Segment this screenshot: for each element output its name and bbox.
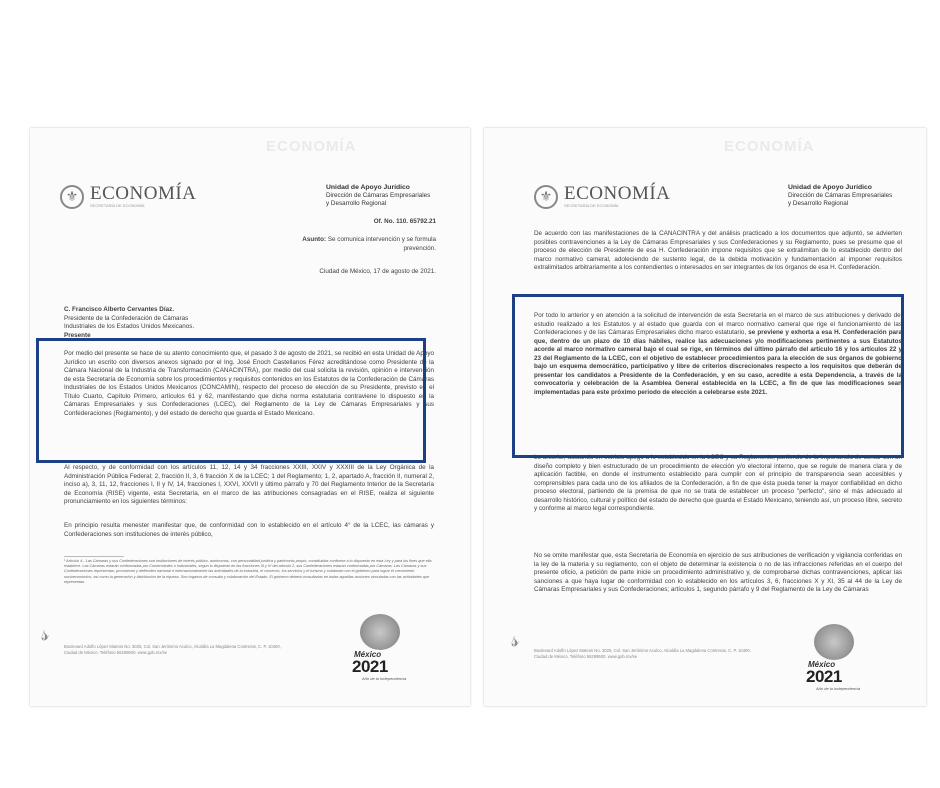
paragraph-1: Por medio del presente se hace de su atento conocimiento que, el pasado 3 de agosto de 2021, se recibió en esta Unidad de Apoyo Jurídico un escrito con diversos anexos signado por el Ing. José Enoch Castellanos Férez acreditándose como Presidente de la Cámara Nacional de la Industria de Transformación (CANACINTRA), por medio del cual solicita la revisión, opinión e intervención de esta Secretaría de Economía sobre los procedimientos y requisitos contenidos en los Estatutos de la Confederación de Cámaras Industriales de los Estados Unidos Mexicanos (CONCAMIN), respecto del proceso de elección de su Presidente, previsto en el Título Cuarto, Capítulo Primero, artículos 61 y 62, manifestando que dicha norma estatutaria contraviene lo dispuesto en la Cámaras Empresariales y sus Confederaciones (LCEC), del Reglamento de la Ley de Cámaras Empresariales y sus Confederaciones (Reglamento), y del estado de derecho que guarda el Estado Mexicano. bbox=[64, 350, 434, 417]
asunto bbox=[286, 236, 436, 253]
unit-sub2: y Desarrollo Regional bbox=[788, 200, 849, 207]
recipient-line1: Presidente de la Confederación de Cámaras bbox=[64, 314, 189, 322]
footnote-rule bbox=[64, 556, 124, 557]
footer-address: Boulevard Adolfo López Mateos No. 3025, Col. San Jerónimo Aculco, Alcaldía La Magdalena Contreras, C. P. 10400, Ciudad de México. Teléfono 56299500. www.gob.mx/se bbox=[64, 644, 281, 655]
asunto-label: Asunto: bbox=[302, 236, 327, 243]
paragraph-3: En principio resulta menester manifestar que, de conformidad con lo establecido en el artículo 4° de la LCEC, las cámaras y Confederaciones son instituciones de interés público, bbox=[64, 522, 434, 538]
logo-subtext: SECRETARÍA DE ECONOMÍA bbox=[564, 203, 619, 208]
year-label: 2021 bbox=[806, 667, 842, 686]
paragraph-4: No se omite manifestar que, esta Secretaría de Economía en ejercicio de sus atribuciones de verificación y vigilancia conferidas en la ley de la materia y su reglamento, con el objeto de determinar la existencia o no de las infracciones referidas en el cuerpo del presente oficio, a petición de parte inicie un procedimiento administrativo y, de comprobarse dichas contravenciones, aplicar las sanciones a que haya lugar de conformidad con lo establecido en los artículos 3, 6, fracciones X y XI, 35 al 44 de la Ley de Cámaras Empresariales y sus Confederaciones; artículos 1, segundo párrafo y 9 del Reglamento de la Ley de Cámaras bbox=[534, 552, 902, 593]
paragraph-3: Lo anterior, actuando en estricto apego a lo establecido en la LCEC y su Reglamento, partiendo de la importancia de contar con un diseño completo y bien estructurado de un procedimiento de elección y/o electoral interno, que se regule de manera clara y de aplicación factible, en donde el instrumento establecido para cumplir con el principio de transparencia sean accesibles y comprensibles para cada uno de los afiliados de la Confederación, a fin de que ésta pueda tener la mayor confiabilidad en dicho proceso electoral, partiendo de la premisa de que no se trata de establecer un proceso "perfecto", sino el más adecuado al desarrollo histórico, cultural y político del estado de derecho que guarda el Estado Mexicano, teniendo así, un proceso libre, secreto y conforme al marco legal correspondiente. bbox=[534, 454, 902, 512]
logo-text: ECONOMÍA bbox=[564, 183, 671, 204]
unit-title: Unidad de Apoyo Jurídico bbox=[788, 184, 872, 191]
recipient-name: C. Francisco Alberto Cervantes Díaz. bbox=[64, 306, 174, 313]
mexico-label: México bbox=[808, 660, 836, 669]
footer-address: Boulevard Adolfo López Mateos No. 3025, Col. San Jerónimo Aculco, Alcaldía La Magdalena Contreras, C. P. 10400, Ciudad de México. Teléfono 56299500. www.gob.mx/se bbox=[534, 648, 751, 659]
asunto-text: Se comunica intervención y se formula prevención. bbox=[327, 236, 436, 252]
coat-of-arms-icon: ⚜ bbox=[534, 185, 558, 209]
signature-icon: 𝓈 bbox=[36, 619, 52, 646]
recipient-block bbox=[64, 306, 364, 340]
paragraph-2: Al respecto, y de conformidad con los artículos 11, 12, 14 y 34 fracciones XXIII, XXIV y XXXIII de la Ley Orgánica de la Administración Pública Federal; 2, fracción II, 3, 6 fracción X de la LCEC; 1 del Reglamento; 1, 2, apartado A, fracción II, numeral 2, inciso a), 3, 11, 12, fracciones I, II y IV, 14, fracciones I, XXVI, XXVII y último párrafo y 70 del Reglamento Interior de la Secretaría de Economía (RISE) vigente, esta Secretaría, en el marco de las atribuciones consagradas en el RISE, realiza el siguiente pronunciamiento en los siguientes términos: bbox=[64, 464, 434, 505]
footnote: ¹ Artículo 4.- Las Cámaras y sus Confederaciones son instituciones de interés público, autónomas, con personalidad jurídica y patrimonio propio, constituidas conforme a lo dispuesto en esta Ley y para los fines que ella establece. Las Cámaras estarán conformadas por Comerciantes o Industriales, según lo dispuesto en las fracciones III y IV del artículo 2, sus Confederaciones estarán conformadas por Cámaras. Las Cámaras y sus Confederaciones representan, promueven y defienden nacional e internacionalmente las actividades de la industria, el comercio, los servicios y el turismo y colaboran con el gobierno para lograr el crecimiento socioeconómico, así como la generación y distribución de la riqueza. Son órganos de consulta y colaboración del Estado. El gobierno deberá consultarlas en todas aquellas acciones vinculadas con las actividades que representan. bbox=[64, 559, 432, 584]
watermark: ECONOMÍA bbox=[266, 138, 357, 155]
mexico-2021-emblem bbox=[352, 614, 410, 684]
mexico-2021-emblem bbox=[806, 624, 864, 694]
paragraph-2-bold: se previene y exhorta a esa H. Confederación para que, dentro de un plazo de 10 días hábiles, realice las adecuaciones y/o modificaciones pertinentes a sus Estatutos acorde al marco normativo cameral bajo el cual se rige, en términos del último párrafo del artículo 16 y los artículos 22 y 23 del Reglamento de la LCEC, con el objetivo de establecer procedimientos para la elección de sus órganos de gobierno bajo un esquema democrático, participativo y libre de criterios discrecionales respecto a los requisitos que deberán de presentar los candidatos a Presidente de la Confederación, y en su caso, acredite a esta Dependencia, a través de la convocatoria y celebración de la Asamblea General establecida en la LCEC, a fin de que las modificaciones sean implementadas para este próximo periodo de elección a celebrarse este 2021. bbox=[534, 329, 902, 396]
mexico-label: México bbox=[354, 650, 382, 659]
recipient-line2: Industriales de los Estados Unidos Mexicanos. bbox=[64, 323, 195, 330]
oficio-number: Of. No. 110. 65792.21 bbox=[373, 218, 436, 225]
coat-of-arms-icon: ⚜ bbox=[60, 185, 84, 209]
signature-icon: 𝓈 bbox=[506, 625, 522, 652]
economia-logo bbox=[60, 184, 196, 209]
letter-date: Ciudad de México, 17 de agosto de 2021. bbox=[319, 268, 436, 275]
year-label: 2021 bbox=[352, 657, 388, 676]
paragraph-1: De acuerdo con las manifestaciones de la CANACINTRA y del análisis practicado a los documentos que adjuntó, se advierten posibles contravenciones a la Ley de Cámaras Empresariales y sus Confederaciones y su Reglamento, pues se presume que el proceso de elección de Presidente de esa H. Confederación impone requisitos que se extralimitan de lo establecido dentro del marco normativo cameral, adoleciendo de sustento legal, de la debida motivación y fundamentación al imponer requisitos extralimitados arbitrariamente a los contendientes o interesados en ser integrantes de los órganos de esa H. Confederación. bbox=[534, 230, 902, 271]
issuing-unit bbox=[788, 184, 902, 208]
unit-sub2: y Desarrollo Regional bbox=[326, 200, 387, 207]
salutation: Presente bbox=[64, 331, 91, 339]
year-subtitle: Año de la Independencia bbox=[362, 676, 407, 681]
economia-logo bbox=[534, 184, 670, 209]
unit-sub1: Dirección de Cámaras Empresariales bbox=[788, 192, 893, 199]
eagle-emblem-icon bbox=[814, 624, 854, 660]
watermark: ECONOMÍA bbox=[724, 138, 815, 155]
paragraph-2-plain: Por todo lo anterior y en atención a la solicitud de intervención de esta Secretaría en el marco de sus atribuciones y derivado del estudio realizado a los Estatutos y al estado que guarda con el marco normativo cameral que rige el funcionamiento de las Confederaciones y de las Cámaras Empresariales dicho marco estatutario, bbox=[534, 312, 902, 336]
highlight-box-right bbox=[512, 294, 904, 458]
logo-text: ECONOMÍA bbox=[90, 183, 197, 204]
year-subtitle: Año de la Independencia bbox=[816, 686, 861, 691]
unit-title: Unidad de Apoyo Jurídico bbox=[326, 184, 410, 191]
eagle-emblem-icon bbox=[360, 614, 400, 650]
highlight-box-left bbox=[36, 338, 426, 463]
issuing-unit bbox=[326, 184, 436, 208]
logo-subtext: SECRETARÍA DE ECONOMÍA bbox=[90, 203, 145, 208]
unit-sub1: Dirección de Cámaras Empresariales bbox=[326, 192, 431, 199]
